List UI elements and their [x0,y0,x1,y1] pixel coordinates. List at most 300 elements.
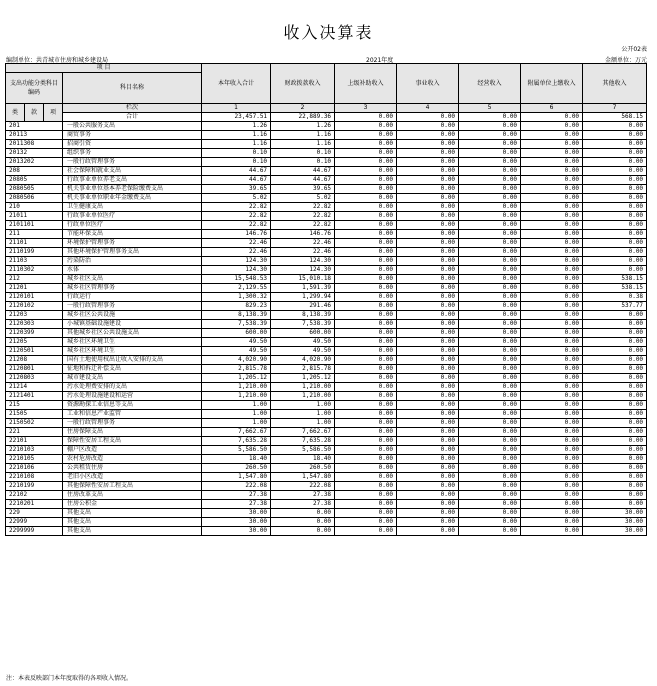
row-value: 1.00 [271,419,335,428]
table-row [6,374,647,383]
row-value: 0.00 [521,455,583,464]
table-row [6,446,647,455]
row-subject-name: 城乡社区公共设施 [63,311,202,320]
row-value: 0.00 [521,122,583,131]
total-cell: 0.00 [397,113,459,122]
row-value: 0.10 [202,158,271,167]
row-value: 0.00 [335,275,397,284]
row-value: 0.00 [521,221,583,230]
row-value: 0.00 [521,383,583,392]
row-value: 0.00 [583,131,647,140]
row-value: 0.00 [583,329,647,338]
row-value: 260.50 [271,464,335,473]
row-value: 1.00 [202,410,271,419]
row-value: 0.00 [397,329,459,338]
row-value: 1,300.32 [202,293,271,302]
row-value: 1.00 [271,401,335,410]
row-value: 0.00 [397,356,459,365]
table-row [6,158,647,167]
row-value: 0.00 [583,140,647,149]
table-row [6,491,647,500]
row-subject-name: 城乡社区环境卫生 [63,347,202,356]
table-row [6,257,647,266]
row-value: 0.00 [583,464,647,473]
row-value: 0.00 [459,311,521,320]
row-value: 0.00 [459,266,521,275]
row-value: 0.00 [335,437,397,446]
row-value: 0.00 [459,275,521,284]
row-value: 2,815.78 [202,365,271,374]
table-row [6,194,647,203]
row-value: 0.00 [335,482,397,491]
row-code: 2120303 [6,320,63,329]
row-value: 0.00 [521,464,583,473]
row-value: 27.38 [202,491,271,500]
row-value: 0.00 [459,149,521,158]
row-code: 2110199 [6,248,63,257]
row-value: 0.00 [459,374,521,383]
row-value: 0.00 [459,167,521,176]
table-row [6,131,647,140]
table-row [6,239,647,248]
col-num-1: 1 [202,104,271,113]
row-value: 0.00 [335,257,397,266]
row-value: 0.00 [521,131,583,140]
row-code: 212 [6,275,63,284]
row-code: 210 [6,203,63,212]
row-value: 0.00 [583,248,647,257]
table-row [6,518,647,527]
row-code: 2299999 [6,527,63,536]
row-value: 124.30 [271,257,335,266]
row-value: 5,586.50 [271,446,335,455]
row-subject-name: 一般行政管理事务 [63,158,202,167]
row-code: 2101101 [6,221,63,230]
row-value: 0.00 [335,185,397,194]
table-row [6,419,647,428]
row-value: 0.00 [459,176,521,185]
row-value: 0.00 [459,248,521,257]
row-value: 0.00 [271,518,335,527]
row-value: 1.00 [271,410,335,419]
row-value: 0.00 [459,500,521,509]
row-value: 0.00 [335,365,397,374]
row-value: 0.00 [521,446,583,455]
row-value: 44.67 [202,167,271,176]
row-value: 0.00 [335,329,397,338]
row-subject-name: 污水处理费安排的支出 [63,383,202,392]
row-value: 0.00 [335,293,397,302]
row-value: 124.30 [202,266,271,275]
row-value: 0.00 [583,194,647,203]
row-value: 0.00 [335,464,397,473]
row-value: 0.00 [583,311,647,320]
col-header-3: 上级补助收入 [335,64,397,104]
row-code: 2080506 [6,194,63,203]
row-value: 0.00 [397,455,459,464]
row-value: 4,020.90 [202,356,271,365]
row-value: 0.00 [335,518,397,527]
row-value: 222.08 [202,482,271,491]
row-value: 0.00 [521,347,583,356]
row-code: 21203 [6,311,63,320]
row-value: 0.00 [583,266,647,275]
row-value: 0.00 [583,167,647,176]
col-header-5: 经营收入 [459,64,521,104]
row-value: 49.50 [271,338,335,347]
col-num-6: 6 [521,104,583,113]
row-value: 0.00 [521,527,583,536]
row-subject-name: 环境保护管理事务 [63,239,202,248]
row-value: 1.16 [202,131,271,140]
row-value: 15,548.53 [202,275,271,284]
row-code: 21011 [6,212,63,221]
row-subject-name: 其他环境保护管理事务支出 [63,248,202,257]
row-value: 124.30 [271,266,335,275]
row-value: 0.00 [521,167,583,176]
row-value: 0.00 [335,149,397,158]
row-value: 0.00 [397,275,459,284]
row-subject-name: 住房保障支出 [63,428,202,437]
table-row [6,320,647,329]
row-value: 1.00 [202,401,271,410]
row-value: 0.00 [397,131,459,140]
row-value: 0.00 [397,509,459,518]
row-value: 0.00 [521,248,583,257]
row-code: 21201 [6,284,63,293]
code-group-header: 支出功能分类科目编码 [6,73,63,104]
row-value: 30.00 [202,509,271,518]
table-row [6,230,647,239]
total-cell: 0.00 [521,113,583,122]
row-value: 0.00 [521,437,583,446]
row-value: 0.00 [521,509,583,518]
row-value: 0.00 [459,158,521,167]
row-value: 18.40 [202,455,271,464]
row-value: 0.00 [397,482,459,491]
row-code: 2210103 [6,446,63,455]
col-num-2: 2 [271,104,335,113]
row-code: 2210199 [6,482,63,491]
row-value: 1,205.12 [202,374,271,383]
row-value: 1,205.12 [271,374,335,383]
row-value: 0.00 [397,221,459,230]
row-value: 0.00 [459,428,521,437]
row-value: 0.00 [397,230,459,239]
row-value: 0.00 [583,221,647,230]
row-value: 0.00 [521,320,583,329]
row-value: 0.00 [583,239,647,248]
row-value: 0.00 [459,410,521,419]
row-value: 0.00 [335,230,397,239]
row-value: 0.00 [397,500,459,509]
xiang-header: 项 [44,104,63,122]
row-value: 0.00 [521,491,583,500]
total-cell: 568.15 [583,113,647,122]
row-value: 0.00 [335,266,397,275]
row-value: 0.00 [335,383,397,392]
row-value: 0.00 [397,374,459,383]
row-value: 0.00 [521,401,583,410]
row-value: 0.00 [459,239,521,248]
row-value: 22.46 [271,248,335,257]
row-value: 0.00 [583,455,647,464]
row-value: 0.00 [459,446,521,455]
form-number: 公开02表 [621,46,647,53]
table-row [6,437,647,446]
row-subject-name: 节能环保支出 [63,230,202,239]
row-value: 0.00 [521,185,583,194]
row-value: 0.00 [397,248,459,257]
row-value: 0.00 [397,527,459,536]
row-subject-name: 公共租赁住房 [63,464,202,473]
row-code: 2120803 [6,374,63,383]
row-value: 0.00 [583,437,647,446]
row-value: 0.00 [521,518,583,527]
row-value: 0.00 [335,140,397,149]
row-subject-name: 一般行政管理事务 [63,419,202,428]
row-value: 49.50 [202,338,271,347]
row-value: 0.00 [397,383,459,392]
row-value: 0.00 [583,446,647,455]
row-subject-name: 一般公共服务支出 [63,122,202,131]
row-subject-name: 污染防治 [63,257,202,266]
row-value: 0.00 [459,482,521,491]
row-subject-name: 组织事务 [63,149,202,158]
row-value: 22.82 [271,212,335,221]
row-subject-name: 资源勘探工业信息等支出 [63,401,202,410]
row-value: 0.00 [335,158,397,167]
row-subject-name: 机关事业单位基本养老保险缴费支出 [63,185,202,194]
footnote: 注：本表反映部门本年度取得的各项收入情况。 [6,675,133,682]
row-code: 2150502 [6,419,63,428]
lei-header: 类 [6,104,25,122]
row-value: 0.00 [583,500,647,509]
row-value: 1,210.00 [202,383,271,392]
row-value: 0.00 [335,302,397,311]
row-subject-name: 行政事业单位养老支出 [63,176,202,185]
row-value: 0.00 [521,194,583,203]
row-value: 0.00 [397,140,459,149]
table-row [6,401,647,410]
col-header-2: 财政拨款收入 [271,64,335,104]
row-value: 0.00 [459,329,521,338]
row-value: 0.00 [459,194,521,203]
kuan-header: 款 [25,104,44,122]
row-value: 0.00 [459,347,521,356]
row-value: 22.82 [202,212,271,221]
row-code: 21103 [6,257,63,266]
row-value: 0.00 [583,230,647,239]
row-subject-name: 其他支出 [63,527,202,536]
row-value: 0.10 [271,158,335,167]
row-value: 222.08 [271,482,335,491]
row-code: 229 [6,509,63,518]
row-value: 0.00 [459,185,521,194]
row-value: 0.00 [521,365,583,374]
row-value: 30.00 [583,509,647,518]
row-value: 30.00 [583,527,647,536]
row-value: 0.00 [397,176,459,185]
row-code: 22999 [6,518,63,527]
row-subject-name: 保障性安居工程支出 [63,437,202,446]
table-row [6,392,647,401]
row-value: 0.00 [583,257,647,266]
col-num-3: 3 [335,104,397,113]
row-value: 124.30 [202,257,271,266]
row-value: 0.00 [521,266,583,275]
row-value: 1,210.00 [271,392,335,401]
row-value: 0.00 [583,122,647,131]
row-value: 5.02 [271,194,335,203]
row-value: 0.00 [335,194,397,203]
row-value: 0.00 [459,365,521,374]
row-subject-name: 其他支出 [63,518,202,527]
row-code: 2210108 [6,473,63,482]
row-value: 0.00 [397,149,459,158]
year-label: 2021年度 [366,57,394,64]
table-row [6,176,647,185]
row-code: 2120399 [6,329,63,338]
row-value: 146.76 [271,230,335,239]
table-row [6,275,647,284]
lanci-label: 栏次 [63,104,202,113]
row-value: 0.00 [459,473,521,482]
row-value: 0.00 [521,140,583,149]
row-value: 0.10 [271,149,335,158]
row-value: 22.46 [271,239,335,248]
row-value: 0.00 [521,500,583,509]
row-code: 221 [6,428,63,437]
row-value: 0.00 [521,293,583,302]
row-value: 1.16 [202,140,271,149]
row-value: 0.00 [521,482,583,491]
row-value: 0.00 [335,374,397,383]
row-value: 0.00 [583,347,647,356]
row-value: 0.00 [335,410,397,419]
row-value: 1,547.80 [271,473,335,482]
row-value: 1.00 [202,419,271,428]
row-code: 2210106 [6,464,63,473]
header-row-item [6,64,647,73]
row-value: 0.00 [521,419,583,428]
table-row [6,122,647,131]
row-subject-name: 行政单位医疗 [63,221,202,230]
row-value: 7,662.67 [271,428,335,437]
row-subject-name: 机关事业单位职业年金缴费支出 [63,194,202,203]
row-code: 21505 [6,410,63,419]
table-row [6,212,647,221]
row-value: 0.00 [583,473,647,482]
table-row [6,167,647,176]
row-value: 0.00 [335,176,397,185]
row-value: 39.65 [202,185,271,194]
row-value: 0.00 [397,338,459,347]
row-value: 0.00 [459,293,521,302]
row-value: 30.00 [202,527,271,536]
row-value: 0.00 [583,203,647,212]
table-row [6,311,647,320]
row-value: 0.00 [335,446,397,455]
row-value: 0.00 [521,302,583,311]
subject-name-header: 科目名称 [63,73,202,104]
table-row [6,383,647,392]
row-value: 0.00 [397,518,459,527]
row-value: 0.00 [335,320,397,329]
row-code: 201 [6,122,63,131]
row-subject-name: 卫生健康支出 [63,203,202,212]
row-value: 1,547.80 [202,473,271,482]
row-subject-name: 城乡社区支出 [63,275,202,284]
row-value: 0.00 [459,338,521,347]
row-value: 15,010.18 [271,275,335,284]
row-value: 0.00 [521,392,583,401]
row-value: 0.00 [397,428,459,437]
row-value: 0.00 [583,383,647,392]
row-value: 1.16 [271,140,335,149]
table-row [6,302,647,311]
row-value: 0.00 [397,203,459,212]
row-code: 208 [6,167,63,176]
row-code: 20132 [6,149,63,158]
row-code: 211 [6,230,63,239]
row-value: 27.38 [271,500,335,509]
row-value: 0.00 [583,149,647,158]
row-value: 0.00 [397,446,459,455]
row-value: 0.00 [459,401,521,410]
row-value: 0.00 [335,338,397,347]
row-value: 0.00 [397,401,459,410]
total-cell: 0.00 [459,113,521,122]
row-code: 22101 [6,437,63,446]
row-value: 0.00 [583,410,647,419]
table-row [6,365,647,374]
row-code: 2210105 [6,455,63,464]
row-value: 291.46 [271,302,335,311]
row-value: 0.00 [459,509,521,518]
row-value: 27.38 [271,491,335,500]
row-value: 0.00 [459,257,521,266]
row-code: 2110302 [6,266,63,275]
row-subject-name: 其他支出 [63,509,202,518]
page-title: 收入决算表 [283,23,374,42]
row-value: 30.00 [202,518,271,527]
row-value: 1.26 [202,122,271,131]
row-value: 0.00 [335,401,397,410]
row-value: 0.00 [583,419,647,428]
header-row-lanci [6,104,647,113]
row-value: 0.00 [335,500,397,509]
table-row [6,527,647,536]
row-value: 22.46 [202,248,271,257]
row-value: 0.00 [335,221,397,230]
row-value: 4,020.90 [271,356,335,365]
row-value: 27.38 [202,500,271,509]
table-row [6,482,647,491]
row-value: 0.00 [397,257,459,266]
row-value: 8,138.39 [271,311,335,320]
row-value: 0.00 [335,428,397,437]
table-row [6,347,647,356]
row-value: 0.00 [521,284,583,293]
row-value: 0.00 [521,338,583,347]
row-value: 0.00 [335,122,397,131]
row-code: 20113 [6,131,63,140]
col-header-7: 其他收入 [583,64,647,104]
row-value: 7,635.28 [202,437,271,446]
row-value: 0.00 [335,527,397,536]
row-value: 0.00 [521,176,583,185]
